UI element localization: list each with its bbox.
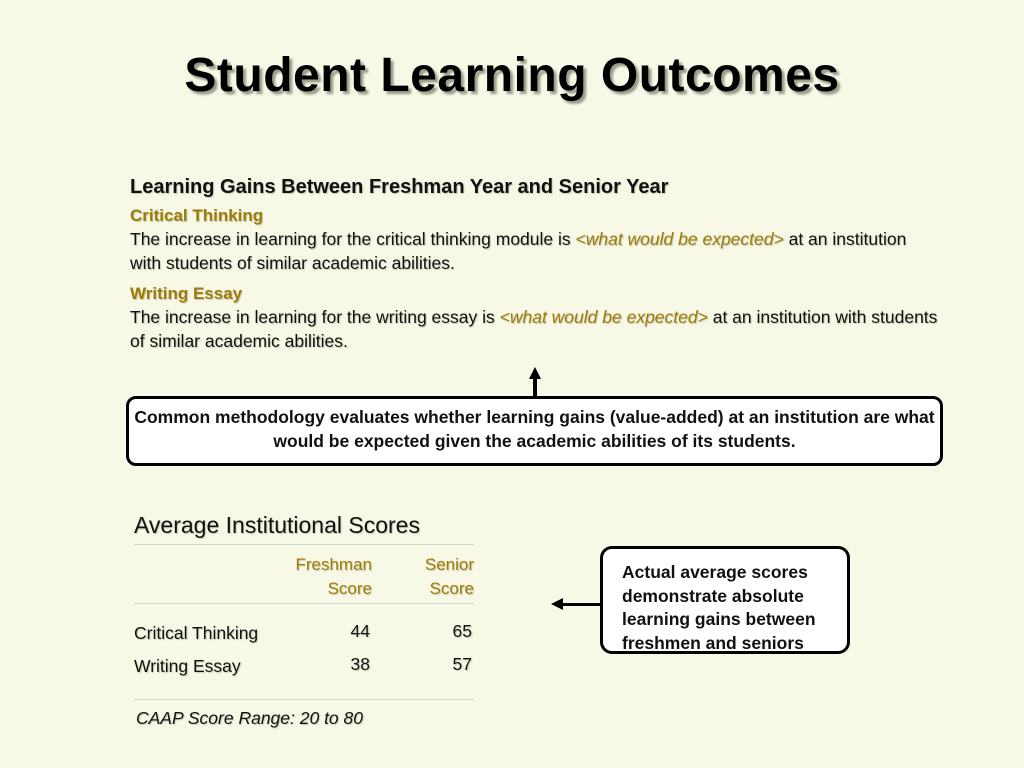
row-label: Writing Essay bbox=[134, 656, 241, 676]
table-row bbox=[134, 617, 476, 650]
table-rule-bottom bbox=[134, 699, 474, 700]
senior-header-line2: Score bbox=[429, 579, 474, 598]
writing-essay-emphasis: <what would be expected> bbox=[499, 307, 708, 327]
left-arrow-shaft bbox=[562, 603, 600, 606]
table-body bbox=[134, 617, 476, 699]
slide-title: Student Learning Outcomes bbox=[184, 49, 840, 102]
freshman-header-line2: Score bbox=[327, 579, 372, 598]
writing-essay-text bbox=[130, 305, 940, 353]
freshman-header-line1: Freshman bbox=[295, 555, 372, 574]
senior-score: 57 bbox=[452, 654, 472, 674]
senior-score: 65 bbox=[452, 621, 472, 641]
critical-thinking-text-before: The increase in learning for the critical thinking module is bbox=[130, 229, 576, 249]
critical-thinking-text-after: at an institution with students of similar academic abilities. bbox=[130, 229, 907, 273]
senior-header-line1: Senior bbox=[424, 555, 474, 574]
methodology-callout: Common methodology evaluates whether learning gains (value-added) at an institution are what would be expected given the academic abilities of its students. bbox=[126, 396, 943, 466]
actual-scores-callout: Actual average scores demonstrate absolute learning gains between freshmen and seniors bbox=[600, 546, 850, 654]
score-range-note: CAAP Score Range: 20 to 80 bbox=[136, 708, 363, 728]
freshman-score: 38 bbox=[350, 654, 370, 674]
learning-gains-heading: Learning Gains Between Freshman Year and Senior Year bbox=[130, 176, 669, 198]
table-row bbox=[134, 650, 476, 683]
freshman-score-header bbox=[295, 553, 372, 601]
freshman-score: 44 bbox=[350, 621, 370, 641]
table-header-row bbox=[134, 545, 476, 603]
learning-gains-section bbox=[130, 176, 940, 353]
writing-essay-text-after: at an institution with students of similar academic abilities. bbox=[130, 307, 938, 351]
writing-essay-label: Writing Essay bbox=[130, 284, 243, 303]
table-rule-header bbox=[134, 603, 474, 604]
scores-table bbox=[134, 510, 476, 729]
up-arrow-shaft bbox=[533, 378, 537, 398]
writing-essay-text-before: The increase in learning for the writing essay is bbox=[130, 307, 500, 327]
scores-title: Average Institutional Scores bbox=[134, 512, 420, 538]
critical-thinking-emphasis: <what would be expected> bbox=[575, 229, 784, 249]
critical-thinking-block bbox=[130, 205, 940, 275]
senior-score-header bbox=[425, 553, 474, 601]
writing-essay-block bbox=[130, 283, 940, 353]
critical-thinking-label: Critical Thinking bbox=[130, 206, 264, 225]
critical-thinking-text bbox=[130, 227, 940, 275]
row-label: Critical Thinking bbox=[134, 623, 259, 643]
